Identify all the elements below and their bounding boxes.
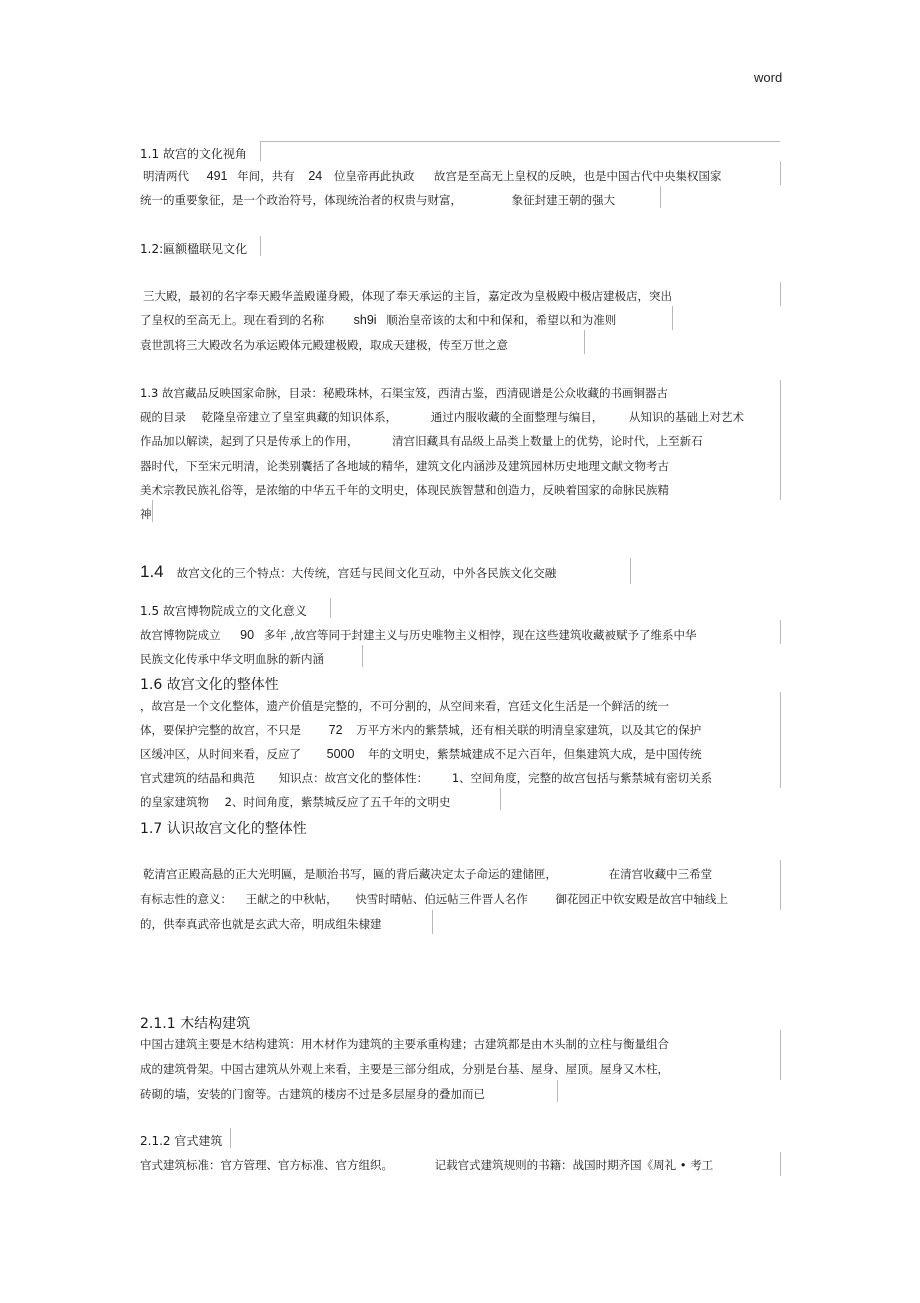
number: 5000 <box>326 747 355 761</box>
number: 90 <box>240 628 255 642</box>
s1-6-line-2 <box>140 722 701 738</box>
text: 作品加以解读，起到了只是传承上的作用， <box>140 434 359 448</box>
section-1-1-title: 1.1 故宫的文化视角 <box>140 147 247 161</box>
frame-rule <box>362 645 363 667</box>
s1-3-line-3 <box>140 433 703 449</box>
frame-rule <box>330 598 331 618</box>
frame-rule <box>780 161 781 185</box>
s2-1-2-line-1 <box>140 1157 713 1173</box>
section-2-1-2-title: 2.1.2 官式建筑 <box>140 1134 223 1148</box>
section-1-6-title: 1.6 故宫文化的整体性 <box>140 677 279 693</box>
text: 的皇家建筑物 <box>140 795 209 809</box>
s1-3-line-5: 美术宗教民族礼俗等，是浓缩的中华五千年的文明史，体现民族智慧和创造力，反映着国家的命脉民族精 <box>140 483 669 497</box>
s1-7-line-2 <box>140 891 728 907</box>
text: 快雪时晴帖、伯远帖三件晋人名作 <box>355 892 528 906</box>
frame-rule <box>780 380 781 500</box>
s1-3-line-2 <box>140 409 744 425</box>
s1-6-line-1: ，故宫是一个文化整体，遗产价值是完整的，不可分割的，从空间来看，宫廷文化生活是一个鲜活的统一 <box>140 699 669 713</box>
section-1-4-text: 故宫文化的三个特点：大传统，宫廷与民间文化互动，中外各民族文化交融 <box>176 566 557 580</box>
s1-7-line-1 <box>143 866 712 882</box>
number: 24 <box>308 169 323 183</box>
number: 72 <box>328 723 343 737</box>
text: 官式建筑标准：官方管理、官方标准、官方组织。 <box>140 1158 393 1172</box>
s1-7-line-3: 的，供奉真武帝也就是玄武大帝，明成组朱棣建 <box>140 917 382 931</box>
frame-rule <box>780 282 781 306</box>
frame-rule <box>432 910 433 934</box>
s1-2-line-3: 袁世凯将三大殿改名为承运殿体元殿建极殿，取成天建极，传至万世之意 <box>140 338 508 352</box>
text: 2、时间角度，紫禁城反应了五千年的文明史 <box>224 795 451 809</box>
frame-rule <box>780 1152 781 1176</box>
s1-4-line <box>140 562 556 582</box>
text: 万平方米内的紫禁城，还有相关联的明清皇家建筑，以及其它的保护 <box>356 723 702 737</box>
s2-1-1-line-3: 砖砌的墙，安装的门窗等。古建筑的楼房不过是多层屋身的叠加而已 <box>140 1087 485 1101</box>
text: 1、空间角度，完整的故宫包括与紫禁城有密切关系 <box>451 771 713 785</box>
s1-6-line-4 <box>140 770 712 786</box>
text: 了皇权的至高无上。现在看到的名称 <box>140 313 324 327</box>
text: 统一的重要象征，是一个政治符号，体现统治者的权贵与财富， <box>140 193 462 207</box>
s1-5-line-1 <box>140 627 697 643</box>
frame-rule <box>780 620 781 644</box>
section-1-4-number: 1.4 <box>140 562 164 581</box>
number: 491 <box>206 169 228 183</box>
text: 体，要保护完整的故宫，不只是 <box>140 723 301 737</box>
section-1-7-title: 1.7 认识故宫文化的整体性 <box>140 821 307 837</box>
s2-1-1-line-2: 成的建筑骨架。中国古建筑从外观上来看，主要是三部分组成，分别是台基、屋身、屋顶。屋身又木柱， <box>140 1062 669 1076</box>
text: 砚的目录 <box>140 410 186 424</box>
text: 通过内服收藏的全面整理与编目， <box>430 410 604 424</box>
s1-6-line-3 <box>140 746 702 762</box>
text: 顺治皇帝该的太和中和保和，希望以和为准则 <box>386 313 617 327</box>
frame-rule <box>780 692 781 788</box>
text: 从知识的基础上对艺术 <box>628 410 744 424</box>
s1-1-line-1 <box>143 168 722 184</box>
text: 故宫是至高无上皇权的反映，也是中国古代中央集权国家 <box>434 169 722 183</box>
text: 御花园正中钦安殿是故宫中轴线上 <box>555 892 728 906</box>
text: 区缓冲区，从时间来看，反应了 <box>140 747 301 761</box>
text: 故宫博物院成立 <box>140 628 221 642</box>
code: sh9i <box>353 313 377 327</box>
text: 乾清宫正殿高悬的正大光明匾，是顺治书写，匾的背后藏决定太子命运的建储匣， <box>143 867 557 881</box>
text: 明清两代 <box>143 169 189 183</box>
text: 知识点：故宫文化的整体性： <box>278 771 429 785</box>
frame-rule <box>260 236 261 256</box>
frame-rule <box>557 1080 558 1102</box>
text: 官式建筑的结晶和典范 <box>140 771 255 785</box>
s1-1-line-2 <box>140 192 615 208</box>
s1-3-line-4: 器时代，下至宋元明清，论类别囊括了各地域的精华，建筑文化内涵涉及建筑园林历史地理文献文物考古 <box>140 459 669 473</box>
s1-2-line-1: 三大殿，最初的名字奉天殿华盖殿谨身殿，体现了奉天承运的主旨，嘉定改为皇极殿中极店建极店，突出 <box>143 289 672 303</box>
text: 在清宫收藏中三希堂 <box>608 867 713 881</box>
frame-rule <box>660 186 661 208</box>
text: 清宫旧藏具有品级上品类上数量上的优势，论时代，上至新石 <box>392 434 703 448</box>
frame-rule <box>672 306 673 330</box>
frame-rule <box>500 788 501 810</box>
text: 记载官式建筑规则的书籍：战国时期齐国《周礼 • 考工 <box>434 1158 714 1172</box>
s1-3-line-1: 1.3 故宫藏品反映国家命脉，目录：秘殿珠林，石渠宝笈，西清古鉴，西清砚谱是公众收藏的书画铜器古 <box>140 386 668 400</box>
s1-3-line-6: 神 <box>140 507 152 521</box>
frame-rule <box>780 860 781 910</box>
frame-rule <box>780 1030 781 1080</box>
frame-rule <box>260 141 780 142</box>
text: 年的文明史，紫禁城建成不足六百年，但集建筑大成，是中国传统 <box>368 747 702 761</box>
text: 王献之的中秋帖， <box>245 892 338 906</box>
s1-6-line-5 <box>140 794 450 810</box>
s1-5-line-2: 民族文化传承中华文明血脉的新内涵 <box>140 652 324 666</box>
section-2-1-1-title: 2.1.1 木结构建筑 <box>140 1016 251 1032</box>
frame-rule <box>630 558 631 584</box>
s1-2-line-2 <box>140 312 616 328</box>
s2-1-1-line-1: 中国古建筑主要是木结构建筑：用木材作为建筑的主要承重构建；古建筑都是由木头制的立柱与衡量组合 <box>140 1037 669 1051</box>
text: 位皇帝再此执政 <box>333 169 415 183</box>
frame-rule <box>152 500 153 522</box>
text: 年间，共有 <box>237 169 295 183</box>
text: 象征封建王朝的强大 <box>511 193 616 207</box>
section-1-5-title: 1.5 故宫博物院成立的文化意义 <box>140 604 307 618</box>
text: 乾隆皇帝建立了皇室典藏的知识体系， <box>201 410 398 424</box>
frame-rule <box>584 330 585 354</box>
frame-rule <box>230 1128 231 1148</box>
frame-rule <box>260 141 261 161</box>
page-header-label: word <box>754 70 783 85</box>
section-1-2-title: 1.2:匾额楹联见文化 <box>140 242 248 256</box>
text: 多年 ,故宫等同于封建主义与历史唯物主义相悖，现在这些建筑收藏被赋予了维系中华 <box>263 628 697 642</box>
text: 有标志性的意义： <box>140 892 232 906</box>
